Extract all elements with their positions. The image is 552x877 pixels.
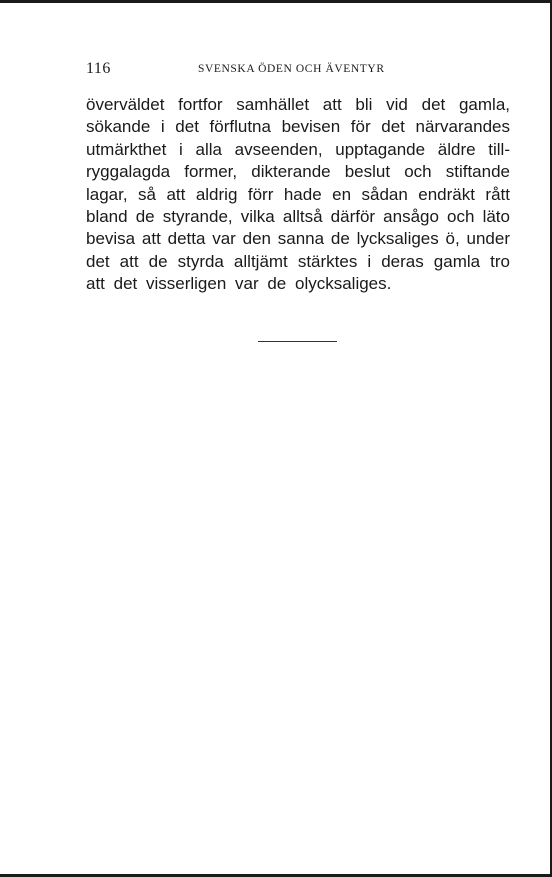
text-line: överväldet fortfor samhället att bli vid det gamla, xyxy=(86,95,510,114)
text-line: att det visserligen var de olycksaliges. xyxy=(86,274,392,294)
running-title: SVENSKA ÖDEN OCH ÄVENTYR xyxy=(198,63,385,75)
top-border-rule xyxy=(0,0,552,3)
text-line: bevisa att detta var den sanna de lycksaliges ö, under xyxy=(86,229,510,249)
text-line: bland de styrande, vilka alltså därför ansågo och läto xyxy=(86,207,510,227)
body-text xyxy=(86,94,510,296)
text-line: ryggalagda former, dikterande beslut och stiftande xyxy=(86,162,510,182)
text-line: utmärkthet i alla avseenden, upptagande äldre till- xyxy=(86,139,510,159)
page-number: 116 xyxy=(86,60,111,77)
text-line: lagar, så att aldrig förr hade en sådan endräkt rått xyxy=(86,184,510,204)
section-end-rule xyxy=(258,341,337,342)
text-line: det att de styrda alltjämt stärktes i deras gamla tro xyxy=(86,251,510,271)
text-line: sökande i det förflutna bevisen för det närvarandes xyxy=(86,117,510,137)
